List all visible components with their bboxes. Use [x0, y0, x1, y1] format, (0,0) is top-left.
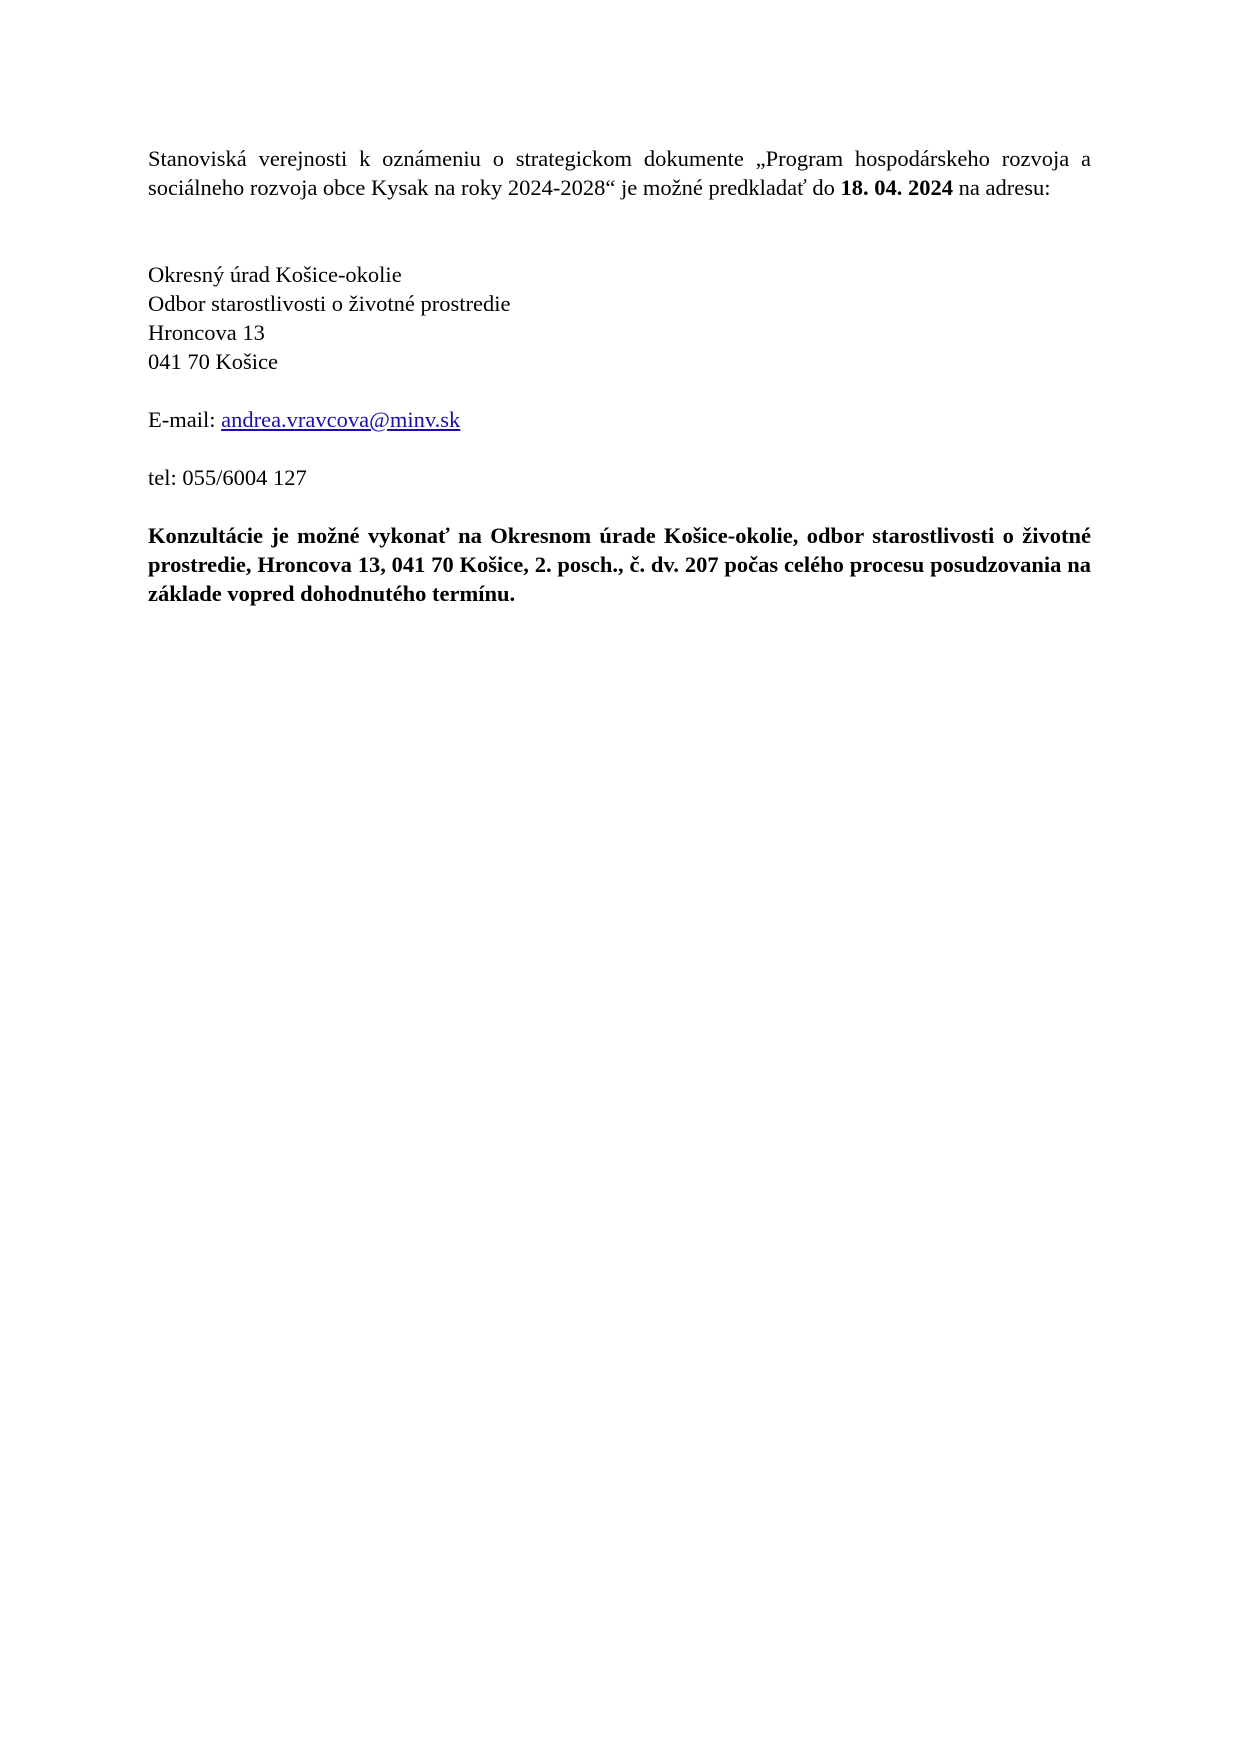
email-label: E-mail:: [148, 407, 222, 432]
document-body: [148, 144, 1091, 608]
phone-line: tel: 055/6004 127: [148, 465, 307, 490]
email-link[interactable]: andrea.vravcova@minv.sk: [221, 407, 461, 432]
intro-paragraph: [148, 144, 1091, 202]
intro-text-before-date: Stanoviská verejnosti k oznámeniu o strategickom dokumente „Program hospodárskeho rozvoja a sociálneho rozvoja obce Kysak na roky 2024-2028“ je možné predkladať do: [148, 146, 1091, 200]
consultation-paragraph: Konzultácie je možné vykonať na Okresnom úrade Košice-okolie, odbor starostlivosti o životné prostredie, Hroncova 13, 041 70 Košice, 2. posch., č. dv. 207 počas celého procesu posudzovania na základe vopred dohodnutého termínu.: [148, 523, 1091, 606]
address-street: Hroncova 13: [148, 320, 265, 345]
address-block: [148, 260, 1091, 376]
address-office: Okresný úrad Košice-okolie: [148, 262, 402, 287]
address-department: Odbor starostlivosti o životné prostredie: [148, 291, 511, 316]
deadline-date: 18. 04. 2024: [840, 175, 954, 200]
address-city: 041 70 Košice: [148, 349, 278, 374]
email-line: [148, 405, 1091, 434]
intro-text-after-date: na adresu:: [953, 175, 1051, 200]
